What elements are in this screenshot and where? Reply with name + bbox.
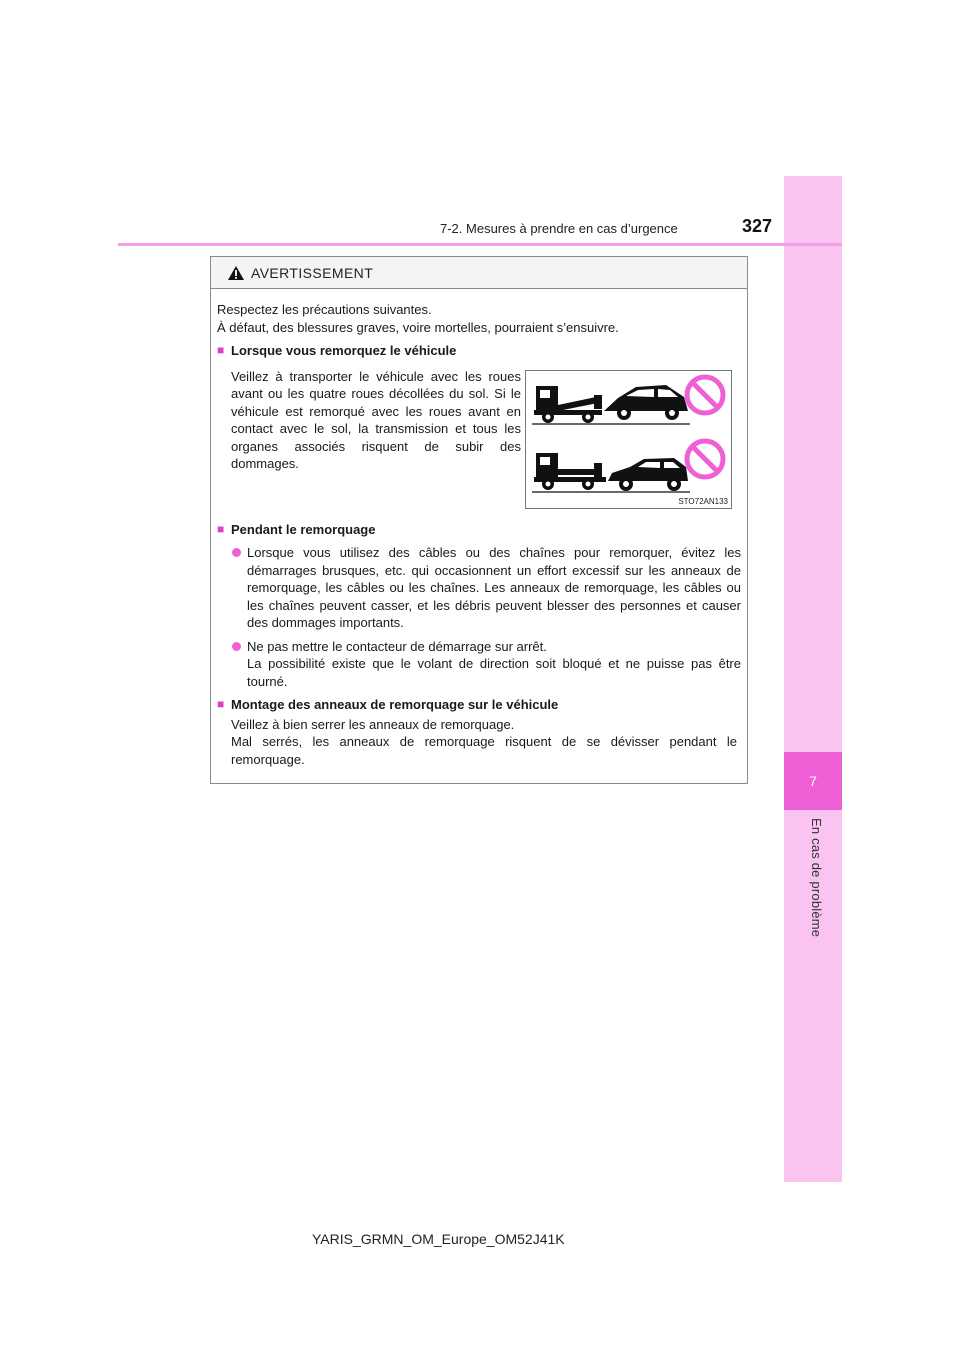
chapter-number-badge: 7: [784, 752, 842, 810]
intro-line-2: À défaut, des blessures graves, voire mortelles, pourraient s’ensuivre.: [217, 319, 619, 335]
page-number: 327: [742, 216, 773, 236]
towing-illustration: [525, 370, 732, 509]
warning-box: [210, 256, 748, 784]
prohibited-icon: [687, 441, 723, 477]
eyelet-line-1: Veillez à bien serrer les anneaux de remorquage.: [231, 716, 515, 732]
towing-text: Veillez à transporter le véhicule avec les roues avant ou les quatre roues décollées du sol. Si le véhicule est remorqué avec les roues avant en contact avec le sol, la transmission et tous les organes associés risquent de subir des dommages.: [231, 368, 521, 471]
round-bullet-icon: [232, 548, 241, 557]
square-bullet-icon: ■: [217, 697, 225, 711]
towed-car-wheels-down-icon: [608, 458, 688, 491]
warning-body: [211, 289, 747, 768]
section-title: 7-2. Mesures à prendre en cas d’urgence: [440, 221, 678, 236]
warning-header: [211, 257, 747, 289]
tow-truck-icon: [534, 386, 602, 423]
intro-line-1: Respectez les précautions suivantes.: [217, 302, 432, 317]
warning-triangle-icon: [227, 265, 245, 281]
list-item: Lorsque vous utilisez des câbles ou des chaînes pour remorquer, évitez les démarrages brusques, etc. qui occasionnent un effort excessif sur les anneaux de remorquage, les câbles ou les chaînes. Les anneaux de remorquage, les câbles ou les chaînes peuvent casser, et les débris peuvent blesser des personnes et causer des dommages importants.: [231, 544, 741, 632]
square-bullet-icon: ■: [217, 343, 225, 357]
chapter-side-tab: [784, 176, 842, 1182]
eyelet-line-2: Mal serrés, les anneaux de remorquage risquent de se dévisser pendant le remorquage.: [231, 734, 737, 767]
tow-truck-icon: [534, 453, 606, 490]
towed-car-lifted-rear-icon: [604, 385, 688, 420]
document-code: YARIS_GRMN_OM_Europe_OM52J41K: [312, 1231, 565, 1247]
section-heading-tow-eyelet: ■ Montage des anneaux de remorquage sur le véhicule: [217, 697, 559, 712]
section-heading-during-tow: ■ Pendant le remorquage: [217, 521, 376, 537]
warning-title: AVERTISSEMENT: [251, 264, 374, 281]
round-bullet-icon: [232, 642, 241, 651]
section-heading-towing: ■ Lorsque vous remorquez le véhicule: [217, 343, 457, 358]
chapter-title: En cas de problème: [809, 818, 824, 938]
header-divider: [118, 243, 842, 246]
list-item: Ne pas mettre le contacteur de démarrage sur arrêt. La possibilité existe que le volant de direction soit bloqué et ne puisse pas être tourné.: [231, 638, 741, 691]
square-bullet-icon: ■: [217, 521, 225, 536]
figure-code: STO72AN133: [678, 497, 728, 506]
prohibited-icon: [687, 377, 723, 413]
